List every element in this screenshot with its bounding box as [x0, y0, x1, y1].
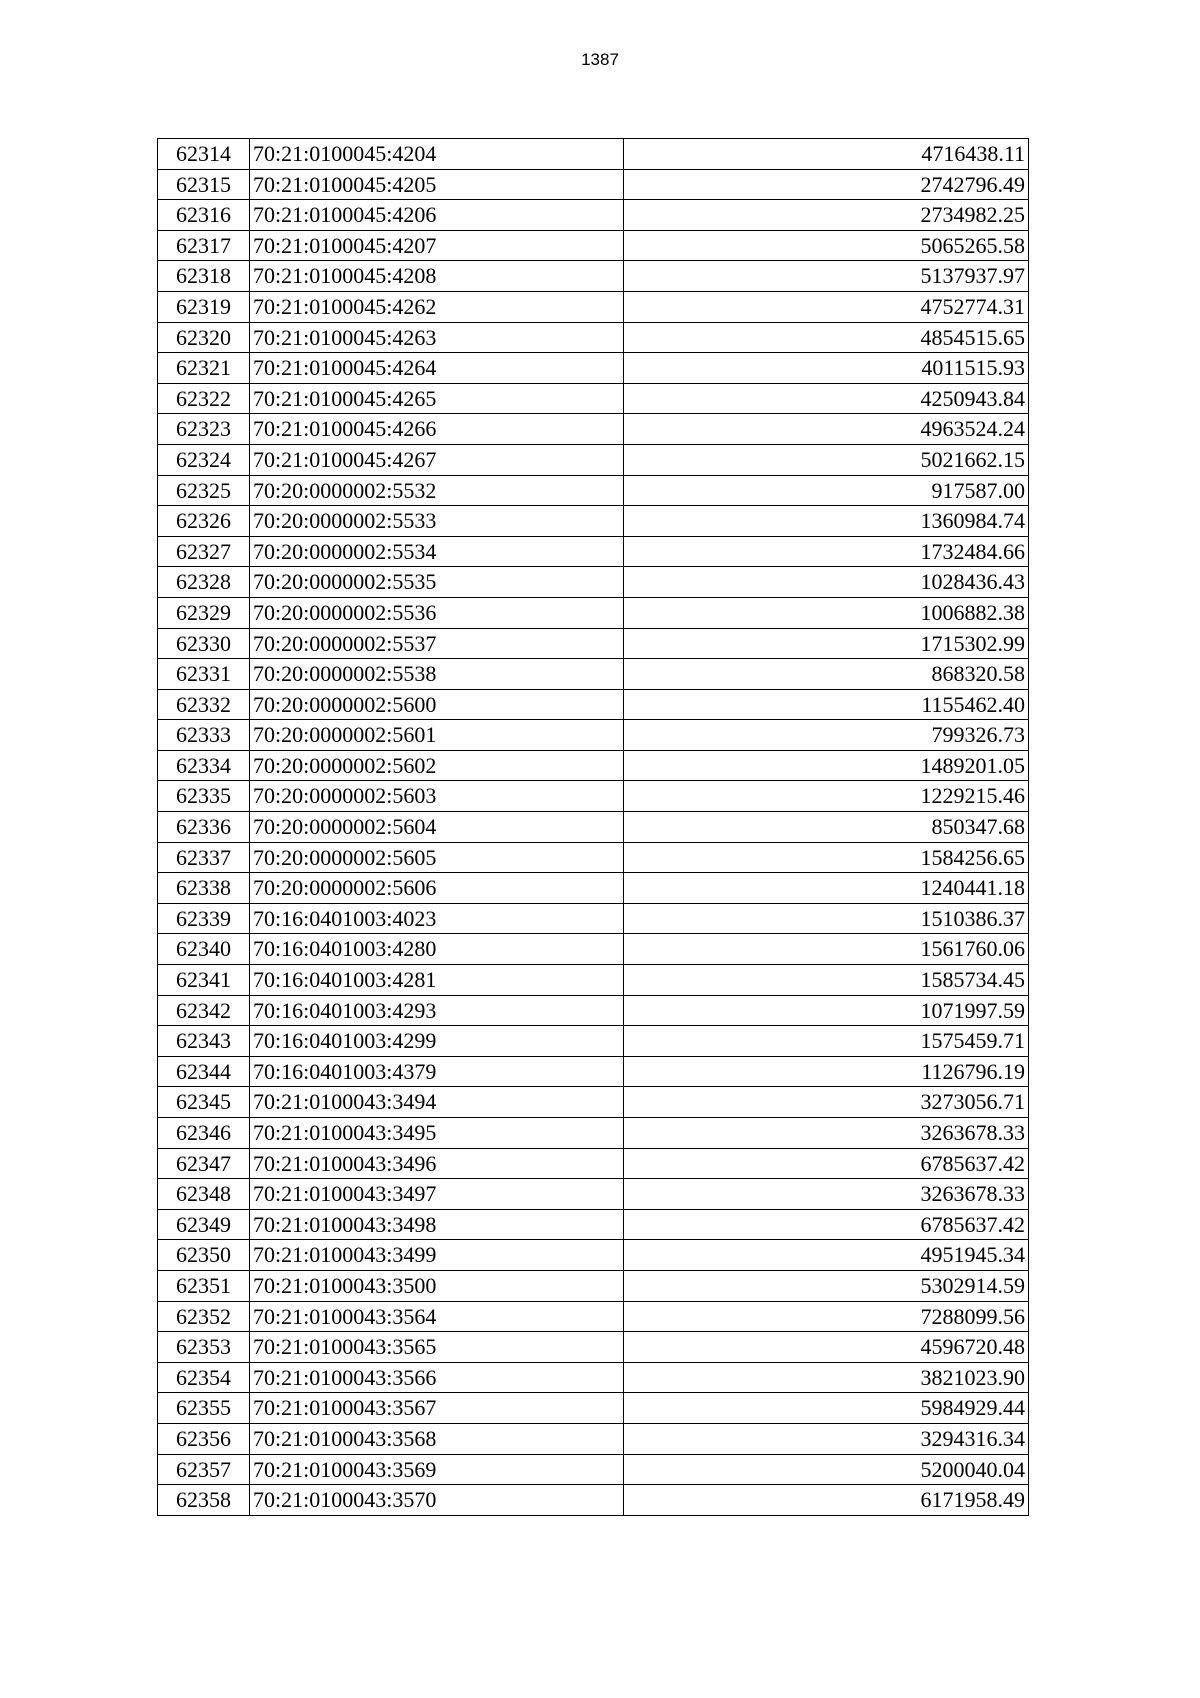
value-cell: 4951945.34	[624, 1240, 1029, 1271]
cadastral-number-cell: 70:21:0100043:3499	[250, 1240, 624, 1271]
row-number-cell: 62330	[158, 628, 250, 659]
row-number-cell: 62356	[158, 1423, 250, 1454]
table-row	[158, 995, 1029, 1026]
cadastral-number-cell: 70:16:0401003:4281	[250, 965, 624, 996]
row-number-cell: 62328	[158, 567, 250, 598]
cadastral-number-cell: 70:20:0000002:5603	[250, 781, 624, 812]
table-row	[158, 1454, 1029, 1485]
value-cell: 5302914.59	[624, 1270, 1029, 1301]
value-cell: 5984929.44	[624, 1393, 1029, 1424]
row-number-cell: 62355	[158, 1393, 250, 1424]
cadastral-number-cell: 70:20:0000002:5605	[250, 842, 624, 873]
value-cell: 1360984.74	[624, 506, 1029, 537]
table-row	[158, 750, 1029, 781]
table-row	[158, 169, 1029, 200]
table-row	[158, 230, 1029, 261]
row-number-cell: 62318	[158, 261, 250, 292]
value-cell: 6785637.42	[624, 1209, 1029, 1240]
row-number-cell: 62351	[158, 1270, 250, 1301]
row-number-cell: 62337	[158, 842, 250, 873]
row-number-cell: 62333	[158, 720, 250, 751]
row-number-cell: 62336	[158, 812, 250, 843]
row-number-cell: 62350	[158, 1240, 250, 1271]
table-row	[158, 1423, 1029, 1454]
value-cell: 5021662.15	[624, 444, 1029, 475]
value-cell: 5065265.58	[624, 230, 1029, 261]
cadastral-number-cell: 70:21:0100045:4262	[250, 291, 624, 322]
table-row	[158, 1485, 1029, 1516]
table-row	[158, 567, 1029, 598]
row-number-cell: 62338	[158, 873, 250, 904]
row-number-cell: 62326	[158, 506, 250, 537]
row-number-cell: 62346	[158, 1118, 250, 1149]
table-row	[158, 1393, 1029, 1424]
table-row	[158, 139, 1029, 170]
row-number-cell: 62329	[158, 597, 250, 628]
cadastral-number-cell: 70:21:0100043:3498	[250, 1209, 624, 1240]
row-number-cell: 62343	[158, 1026, 250, 1057]
row-number-cell: 62357	[158, 1454, 250, 1485]
value-cell: 1584256.65	[624, 842, 1029, 873]
table-row	[158, 353, 1029, 384]
cadastral-number-cell: 70:21:0100043:3497	[250, 1179, 624, 1210]
row-number-cell: 62324	[158, 444, 250, 475]
cadastral-number-cell: 70:21:0100043:3568	[250, 1423, 624, 1454]
row-number-cell: 62314	[158, 139, 250, 170]
table-row	[158, 659, 1029, 690]
value-cell: 1510386.37	[624, 903, 1029, 934]
row-number-cell: 62353	[158, 1332, 250, 1363]
value-cell: 5137937.97	[624, 261, 1029, 292]
cadastral-number-cell: 70:20:0000002:5602	[250, 750, 624, 781]
value-cell: 1561760.06	[624, 934, 1029, 965]
table-row	[158, 1332, 1029, 1363]
value-cell: 1006882.38	[624, 597, 1029, 628]
table-row	[158, 812, 1029, 843]
value-cell: 1155462.40	[624, 689, 1029, 720]
row-number-cell: 62320	[158, 322, 250, 353]
table-row	[158, 506, 1029, 537]
value-cell: 1240441.18	[624, 873, 1029, 904]
value-cell: 4963524.24	[624, 414, 1029, 445]
table-row	[158, 383, 1029, 414]
cadastral-number-cell: 70:21:0100045:4204	[250, 139, 624, 170]
row-number-cell: 62348	[158, 1179, 250, 1210]
row-number-cell: 62319	[158, 291, 250, 322]
value-cell: 1715302.99	[624, 628, 1029, 659]
value-cell: 4752774.31	[624, 291, 1029, 322]
cadastral-number-cell: 70:21:0100043:3570	[250, 1485, 624, 1516]
value-cell: 917587.00	[624, 475, 1029, 506]
row-number-cell: 62331	[158, 659, 250, 690]
table-row	[158, 1301, 1029, 1332]
table-row	[158, 720, 1029, 751]
value-cell: 1585734.45	[624, 965, 1029, 996]
cadastral-number-cell: 70:20:0000002:5606	[250, 873, 624, 904]
value-cell: 3263678.33	[624, 1118, 1029, 1149]
cadastral-number-cell: 70:21:0100045:4207	[250, 230, 624, 261]
cadastral-number-cell: 70:16:0401003:4293	[250, 995, 624, 1026]
table-row	[158, 261, 1029, 292]
cadastral-number-cell: 70:21:0100045:4205	[250, 169, 624, 200]
cadastral-number-cell: 70:21:0100045:4265	[250, 383, 624, 414]
table-row	[158, 200, 1029, 231]
table-row	[158, 322, 1029, 353]
row-number-cell: 62345	[158, 1087, 250, 1118]
value-cell: 1575459.71	[624, 1026, 1029, 1057]
table-row	[158, 597, 1029, 628]
value-cell: 1732484.66	[624, 536, 1029, 567]
cadastral-number-cell: 70:21:0100045:4208	[250, 261, 624, 292]
table-row	[158, 903, 1029, 934]
value-cell: 6785637.42	[624, 1148, 1029, 1179]
cadastral-number-cell: 70:20:0000002:5601	[250, 720, 624, 751]
cadastral-number-cell: 70:21:0100043:3496	[250, 1148, 624, 1179]
value-cell: 3821023.90	[624, 1362, 1029, 1393]
cadastral-number-cell: 70:21:0100045:4267	[250, 444, 624, 475]
cadastral-number-cell: 70:21:0100043:3569	[250, 1454, 624, 1485]
table-row	[158, 934, 1029, 965]
row-number-cell: 62322	[158, 383, 250, 414]
cadastral-number-cell: 70:20:0000002:5604	[250, 812, 624, 843]
cadastral-number-cell: 70:16:0401003:4299	[250, 1026, 624, 1057]
row-number-cell: 62352	[158, 1301, 250, 1332]
value-cell: 7288099.56	[624, 1301, 1029, 1332]
row-number-cell: 62358	[158, 1485, 250, 1516]
table-row	[158, 1179, 1029, 1210]
value-cell: 4011515.93	[624, 353, 1029, 384]
value-cell: 1071997.59	[624, 995, 1029, 1026]
cadastral-number-cell: 70:21:0100043:3565	[250, 1332, 624, 1363]
cadastral-number-cell: 70:21:0100045:4266	[250, 414, 624, 445]
value-cell: 868320.58	[624, 659, 1029, 690]
value-cell: 1028436.43	[624, 567, 1029, 598]
table-row	[158, 1362, 1029, 1393]
value-cell: 3294316.34	[624, 1423, 1029, 1454]
value-cell: 4716438.11	[624, 139, 1029, 170]
table-row	[158, 628, 1029, 659]
row-number-cell: 62340	[158, 934, 250, 965]
table-row	[158, 1148, 1029, 1179]
table-row	[158, 781, 1029, 812]
table-row	[158, 689, 1029, 720]
table-row	[158, 291, 1029, 322]
table-row	[158, 1240, 1029, 1271]
cadastral-number-cell: 70:21:0100043:3494	[250, 1087, 624, 1118]
table-row	[158, 1056, 1029, 1087]
table-row	[158, 414, 1029, 445]
value-cell: 850347.68	[624, 812, 1029, 843]
cadastral-number-cell: 70:21:0100043:3567	[250, 1393, 624, 1424]
data-table	[157, 138, 1029, 1516]
page-number: 1387	[581, 50, 619, 69]
table-row	[158, 1209, 1029, 1240]
value-cell: 799326.73	[624, 720, 1029, 751]
row-number-cell: 62327	[158, 536, 250, 567]
value-cell: 2734982.25	[624, 200, 1029, 231]
row-number-cell: 62317	[158, 230, 250, 261]
table-row	[158, 1270, 1029, 1301]
table-row	[158, 536, 1029, 567]
cadastral-number-cell: 70:20:0000002:5536	[250, 597, 624, 628]
table-row	[158, 1118, 1029, 1149]
row-number-cell: 62321	[158, 353, 250, 384]
cadastral-number-cell: 70:21:0100043:3500	[250, 1270, 624, 1301]
value-cell: 4854515.65	[624, 322, 1029, 353]
cadastral-number-cell: 70:21:0100043:3564	[250, 1301, 624, 1332]
row-number-cell: 62332	[158, 689, 250, 720]
table-row	[158, 1087, 1029, 1118]
table-row	[158, 444, 1029, 475]
cadastral-number-cell: 70:21:0100045:4264	[250, 353, 624, 384]
table-row	[158, 873, 1029, 904]
row-number-cell: 62316	[158, 200, 250, 231]
cadastral-number-cell: 70:21:0100045:4206	[250, 200, 624, 231]
table-row	[158, 475, 1029, 506]
row-number-cell: 62334	[158, 750, 250, 781]
row-number-cell: 62339	[158, 903, 250, 934]
cadastral-number-cell: 70:20:0000002:5533	[250, 506, 624, 537]
table-row	[158, 1026, 1029, 1057]
row-number-cell: 62315	[158, 169, 250, 200]
cadastral-number-cell: 70:20:0000002:5534	[250, 536, 624, 567]
cadastral-number-cell: 70:20:0000002:5537	[250, 628, 624, 659]
value-cell: 1229215.46	[624, 781, 1029, 812]
row-number-cell: 62342	[158, 995, 250, 1026]
cadastral-number-cell: 70:21:0100043:3566	[250, 1362, 624, 1393]
value-cell: 5200040.04	[624, 1454, 1029, 1485]
table-row	[158, 842, 1029, 873]
value-cell: 4250943.84	[624, 383, 1029, 414]
value-cell: 3263678.33	[624, 1179, 1029, 1210]
cadastral-number-cell: 70:16:0401003:4280	[250, 934, 624, 965]
value-cell: 6171958.49	[624, 1485, 1029, 1516]
table-body	[158, 139, 1029, 1516]
cadastral-number-cell: 70:20:0000002:5532	[250, 475, 624, 506]
cadastral-number-cell: 70:20:0000002:5535	[250, 567, 624, 598]
value-cell: 2742796.49	[624, 169, 1029, 200]
row-number-cell: 62335	[158, 781, 250, 812]
row-number-cell: 62325	[158, 475, 250, 506]
cadastral-number-cell: 70:16:0401003:4379	[250, 1056, 624, 1087]
value-cell: 1489201.05	[624, 750, 1029, 781]
value-cell: 3273056.71	[624, 1087, 1029, 1118]
row-number-cell: 62354	[158, 1362, 250, 1393]
row-number-cell: 62341	[158, 965, 250, 996]
cadastral-number-cell: 70:16:0401003:4023	[250, 903, 624, 934]
value-cell: 4596720.48	[624, 1332, 1029, 1363]
row-number-cell: 62323	[158, 414, 250, 445]
cadastral-number-cell: 70:21:0100045:4263	[250, 322, 624, 353]
row-number-cell: 62347	[158, 1148, 250, 1179]
cadastral-number-cell: 70:21:0100043:3495	[250, 1118, 624, 1149]
value-cell: 1126796.19	[624, 1056, 1029, 1087]
row-number-cell: 62344	[158, 1056, 250, 1087]
cadastral-number-cell: 70:20:0000002:5538	[250, 659, 624, 690]
table-row	[158, 965, 1029, 996]
row-number-cell: 62349	[158, 1209, 250, 1240]
cadastral-number-cell: 70:20:0000002:5600	[250, 689, 624, 720]
